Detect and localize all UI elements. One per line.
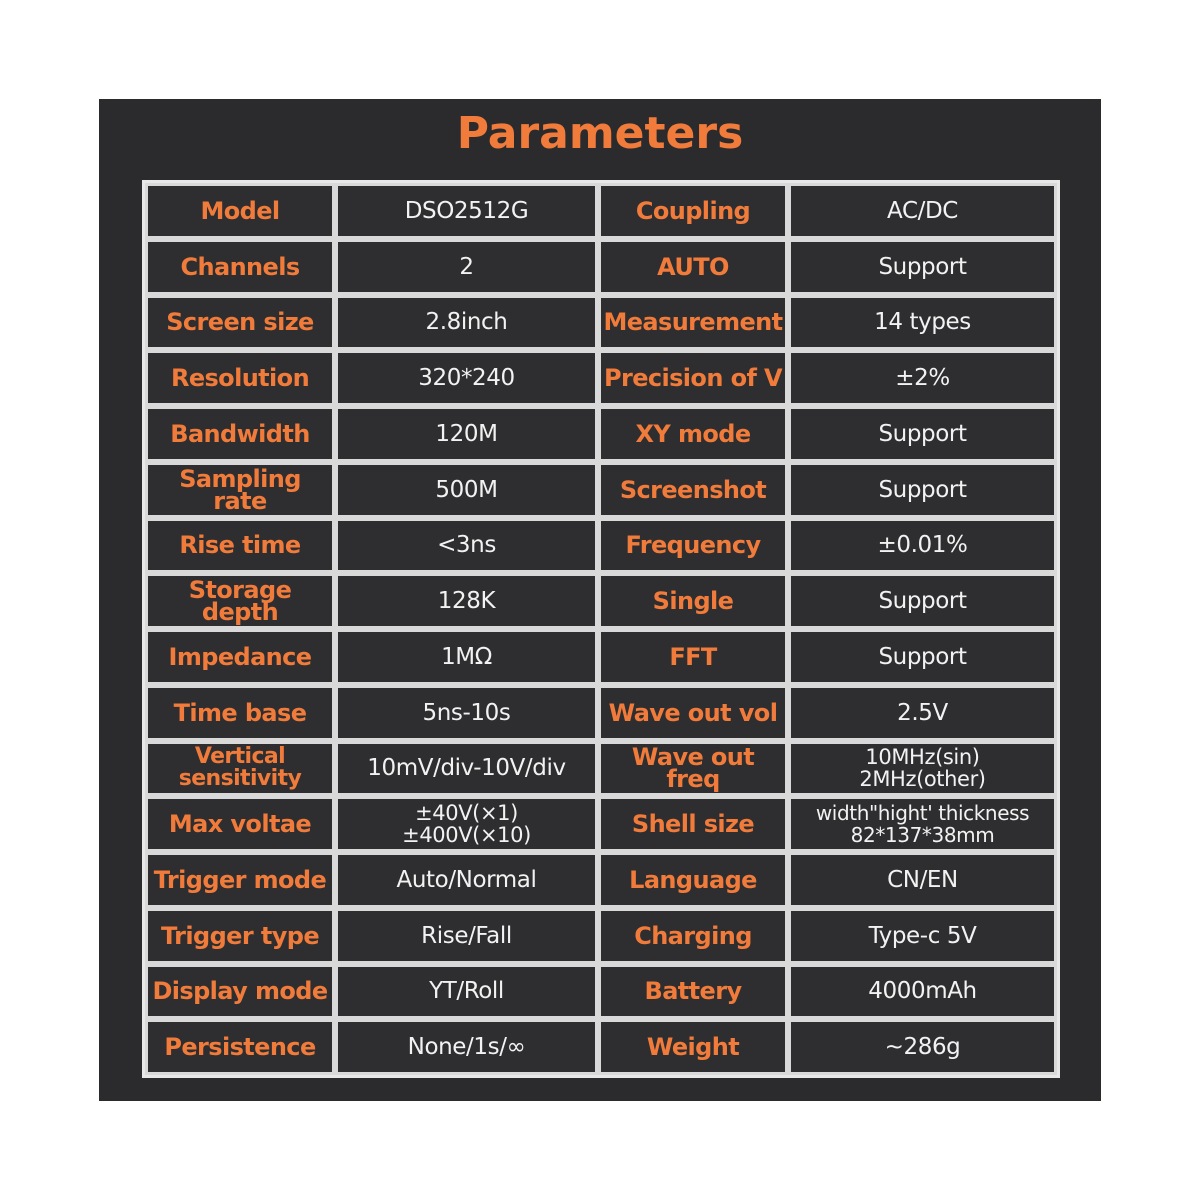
spec-value-line: 2MHz(other) — [859, 767, 986, 792]
spec-value-line: ±40V(×1) — [415, 801, 518, 826]
spec-label: Precision of V — [598, 350, 788, 406]
spec-label: Storage depth — [145, 573, 335, 629]
spec-value: None/1s/∞ — [335, 1019, 598, 1075]
spec-label: Shell size — [598, 796, 788, 852]
spec-value-line: 82*137*38mm — [850, 823, 995, 848]
spec-label: Screenshot — [598, 462, 788, 518]
spec-value-line: width"hight' thickness — [815, 801, 1030, 826]
spec-value: 2.8inch — [335, 295, 598, 351]
spec-value: AC/DC — [788, 183, 1057, 239]
spec-label: Frequency — [598, 518, 788, 574]
spec-value: 4000mAh — [788, 964, 1057, 1020]
spec-value: ±2% — [788, 350, 1057, 406]
spec-label: Single — [598, 573, 788, 629]
spec-value: CN/EN — [788, 852, 1057, 908]
spec-value-line: ±400V(×10) — [402, 823, 531, 848]
spec-label: Rise time — [145, 518, 335, 574]
spec-label: Trigger type — [145, 908, 335, 964]
spec-label: Time base — [145, 685, 335, 741]
spec-label: Wave out freq — [598, 741, 788, 797]
spec-label: AUTO — [598, 239, 788, 295]
spec-value: Auto/Normal — [335, 852, 598, 908]
spec-value: ±0.01% — [788, 518, 1057, 574]
spec-value: Support — [788, 239, 1057, 295]
spec-label: Screen size — [145, 295, 335, 351]
spec-label: Channels — [145, 239, 335, 295]
spec-value: 1MΩ — [335, 629, 598, 685]
spec-label: Max voltae — [145, 796, 335, 852]
spec-value: 5ns-10s — [335, 685, 598, 741]
spec-label — [145, 741, 335, 797]
spec-label: Impedance — [145, 629, 335, 685]
spec-label: Model — [145, 183, 335, 239]
spec-value: DSO2512G — [335, 183, 598, 239]
spec-value — [788, 741, 1057, 797]
spec-value: 120M — [335, 406, 598, 462]
spec-label: Language — [598, 852, 788, 908]
spec-value: YT/Roll — [335, 964, 598, 1020]
spec-value: <3ns — [335, 518, 598, 574]
spec-value — [335, 796, 598, 852]
spec-label: Weight — [598, 1019, 788, 1075]
spec-value: 500M — [335, 462, 598, 518]
spec-value: Support — [788, 406, 1057, 462]
spec-label: Trigger mode — [145, 852, 335, 908]
spec-value: 2 — [335, 239, 598, 295]
spec-label: Sampling rate — [145, 462, 335, 518]
spec-value-line: 10MHz(sin) — [865, 745, 980, 770]
spec-value — [788, 796, 1057, 852]
spec-label: Charging — [598, 908, 788, 964]
spec-label: Resolution — [145, 350, 335, 406]
spec-label: Battery — [598, 964, 788, 1020]
spec-label: Coupling — [598, 183, 788, 239]
spec-value: 10mV/div-10V/div — [335, 741, 598, 797]
spec-value: Support — [788, 573, 1057, 629]
spec-label-line: sensitivity — [178, 766, 302, 792]
spec-value: ~286g — [788, 1019, 1057, 1075]
spec-value: Rise/Fall — [335, 908, 598, 964]
spec-label: XY mode — [598, 406, 788, 462]
page-title: Parameters — [456, 108, 744, 159]
spec-label: Wave out vol — [598, 685, 788, 741]
spec-label: Measurement — [598, 295, 788, 351]
spec-value: 320*240 — [335, 350, 598, 406]
spec-value: 2.5V — [788, 685, 1057, 741]
spec-label: Display mode — [145, 964, 335, 1020]
spec-label: FFT — [598, 629, 788, 685]
spec-label: Bandwidth — [145, 406, 335, 462]
spec-value: Type-c 5V — [788, 908, 1057, 964]
spec-label: Persistence — [145, 1019, 335, 1075]
spec-value: 14 types — [788, 295, 1057, 351]
spec-label-line: Vertical — [194, 744, 286, 770]
spec-value: Support — [788, 629, 1057, 685]
spec-table — [145, 183, 1057, 1075]
spec-value: Support — [788, 462, 1057, 518]
spec-value: 128K — [335, 573, 598, 629]
